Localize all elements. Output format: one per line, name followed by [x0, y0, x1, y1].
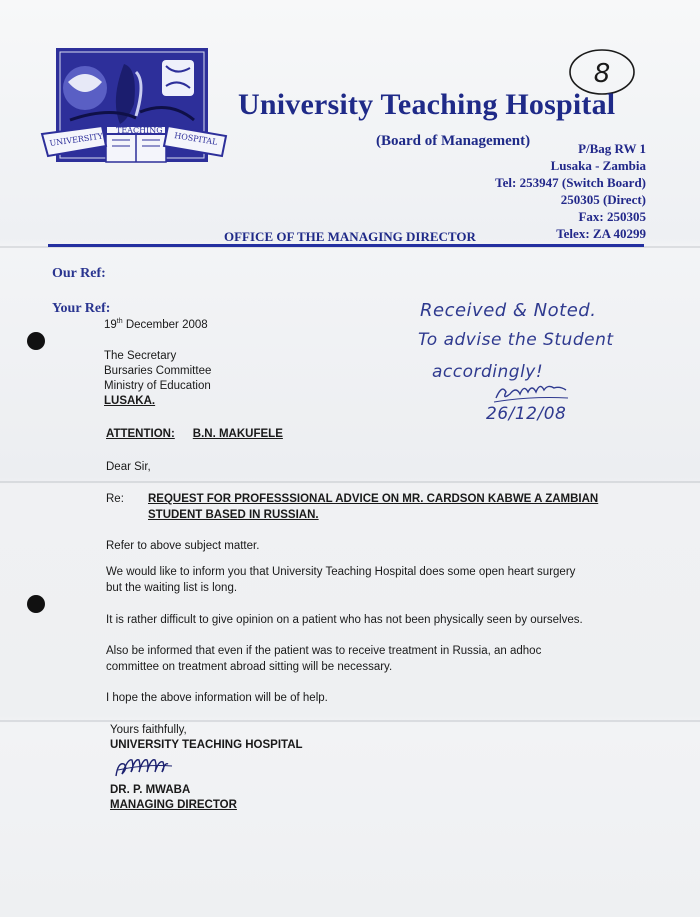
closing: Yours faithfully,: [110, 724, 187, 736]
paragraph: Also be informed that even if the patient was to receive treatment in Russia, an adhoc: [106, 645, 542, 657]
address-line: Fax: 250305: [578, 209, 646, 224]
your-ref-label: Your Ref:: [52, 301, 111, 316]
paragraph: We would like to inform you that University Teaching Hospital does some open heart surgery: [106, 566, 576, 578]
fold-line: [0, 481, 700, 483]
subject-line: STUDENT BASED IN RUSSIAN.: [148, 509, 319, 521]
handwritten-note: accordingly!: [432, 362, 544, 382]
fold-line: [0, 720, 700, 722]
subject-line: REQUEST FOR PROFESSSIONAL ADVICE ON MR. CARDSON KABWE A ZAMBIAN: [148, 493, 599, 505]
address-line: Lusaka - Zambia: [550, 158, 646, 173]
signer-title: MANAGING DIRECTOR: [110, 799, 237, 811]
handwritten-date: 26/12/08: [486, 404, 567, 424]
closing-organization: UNIVERSITY TEACHING HOSPITAL: [110, 739, 303, 751]
hospital-logo-icon: [40, 42, 230, 172]
address-line: P/Bag RW 1: [578, 141, 646, 156]
logo-banner-word: UNIVERSITY: [49, 131, 104, 148]
address-line: 250305 (Direct): [560, 192, 646, 207]
signer-name: DR. P. MWABA: [110, 784, 191, 796]
paragraph: Refer to above subject matter.: [106, 540, 260, 552]
paragraph: but the waiting list is long.: [106, 582, 238, 594]
punch-hole: [27, 595, 45, 613]
initials-icon: [492, 382, 572, 404]
letterhead-rule: [48, 244, 644, 247]
recipient-line: The Secretary: [104, 350, 177, 362]
recipient-line: Bursaries Committee: [104, 365, 212, 377]
page-number: 8: [593, 59, 611, 89]
hospital-name: University Teaching Hospital: [238, 88, 616, 121]
paragraph: It is rather difficult to give opinion on a patient who has not been physically seen by ourselves.: [106, 614, 583, 626]
paragraph: committee on treatment abroad sitting will be necessary.: [106, 661, 393, 673]
recipient-line: Ministry of Education: [104, 380, 211, 392]
signature-icon: [112, 754, 178, 784]
handwritten-note: To advise the Student: [418, 330, 614, 350]
punch-hole: [27, 332, 45, 350]
logo-banner-word: HOSPITAL: [173, 131, 219, 147]
letter-date: 19th December 2008: [104, 318, 208, 331]
office-title: OFFICE OF THE MANAGING DIRECTOR: [224, 229, 476, 244]
board-subtitle: (Board of Management): [376, 133, 531, 149]
recipient-city: LUSAKA.: [104, 395, 156, 407]
salutation: Dear Sir,: [106, 461, 151, 473]
re-label: Re:: [106, 493, 124, 505]
handwritten-note: Received & Noted.: [420, 300, 597, 321]
address-line: Telex: ZA 40299: [556, 226, 646, 241]
logo-banner-word: TEACHING: [116, 126, 163, 135]
attention-line: ATTENTION: B.N. MAKUFELE: [106, 428, 283, 440]
our-ref-label: Our Ref:: [52, 266, 106, 281]
address-line: Tel: 253947 (Switch Board): [495, 175, 646, 190]
paragraph: I hope the above information will be of help.: [106, 692, 328, 704]
